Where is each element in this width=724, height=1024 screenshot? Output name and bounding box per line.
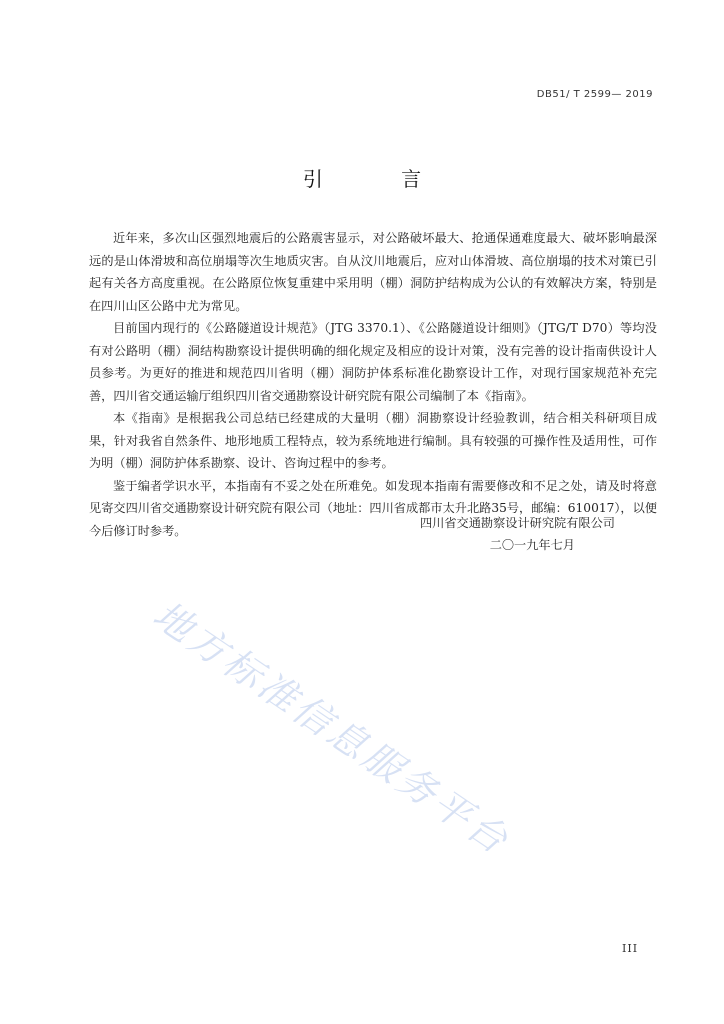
paragraph-4: 鉴于编者学识水平，本指南有不妥之处在所难免。如发现本指南有需要修改和不足之处，请及时将意见寄交四川省交通勘察设计研究院有限公司（地址：四川省成都市太升北路35号，邮编：610017），以便今后修订时参考。 bbox=[89, 478, 657, 538]
preface-body bbox=[89, 227, 657, 542]
paragraph-2: 目前国内现行的《公路隧道设计规范》（JTG 3370.1）、《公路隧道设计细则》（JTG/T D70）等均没有对公路明（棚）洞结构勘察设计提供明确的细化规定及相应的设计对策，没有完善的设计指南供设计人员参考。为更好的推进和规范四川省明（棚）洞防护体系标准化勘察设计工作，对现行国家规范补充完善，四川省交通运输厅组织四川省交通勘察设计研究院有限公司编制了本《指南》。 bbox=[89, 321, 657, 403]
paragraph-3: 本《指南》是根据我公司总结已经建成的大量明（棚）洞勘察设计经验教训，结合相关科研项目成果，针对我省自然条件、地形地质工程特点，较为系统地进行编制。具有较强的可操作性及适用性，可作为明（棚）洞防护体系勘察、设计、咨询过程中的参考。 bbox=[89, 411, 657, 470]
signature-date: 二〇一九年七月 bbox=[489, 538, 575, 552]
page-number: III bbox=[622, 942, 639, 955]
page-title: 引 言 bbox=[302, 167, 458, 191]
paragraph-1: 近年来，多次山区强烈地震后的公路震害显示，对公路破坏最大、抢通保通难度最大、破坏影响最深远的是山体滑坡和高位崩塌等次生地质灾害。自从汶川地震后，应对山体滑坡、高位崩塌的技术对策已引起有关各方高度重视。在公路原位恢复重建中采用明（棚）洞防护结构成为公认的有效解决方案，特别是在四川山区公路中尤为常见。 bbox=[89, 231, 657, 313]
document-code: DB51/ T 2599— 2019 bbox=[536, 89, 653, 100]
watermark: 地方标准信息服务平台 bbox=[145, 592, 519, 864]
signature-organization: 四川省交通勘察设计研究院有限公司 bbox=[420, 516, 615, 530]
